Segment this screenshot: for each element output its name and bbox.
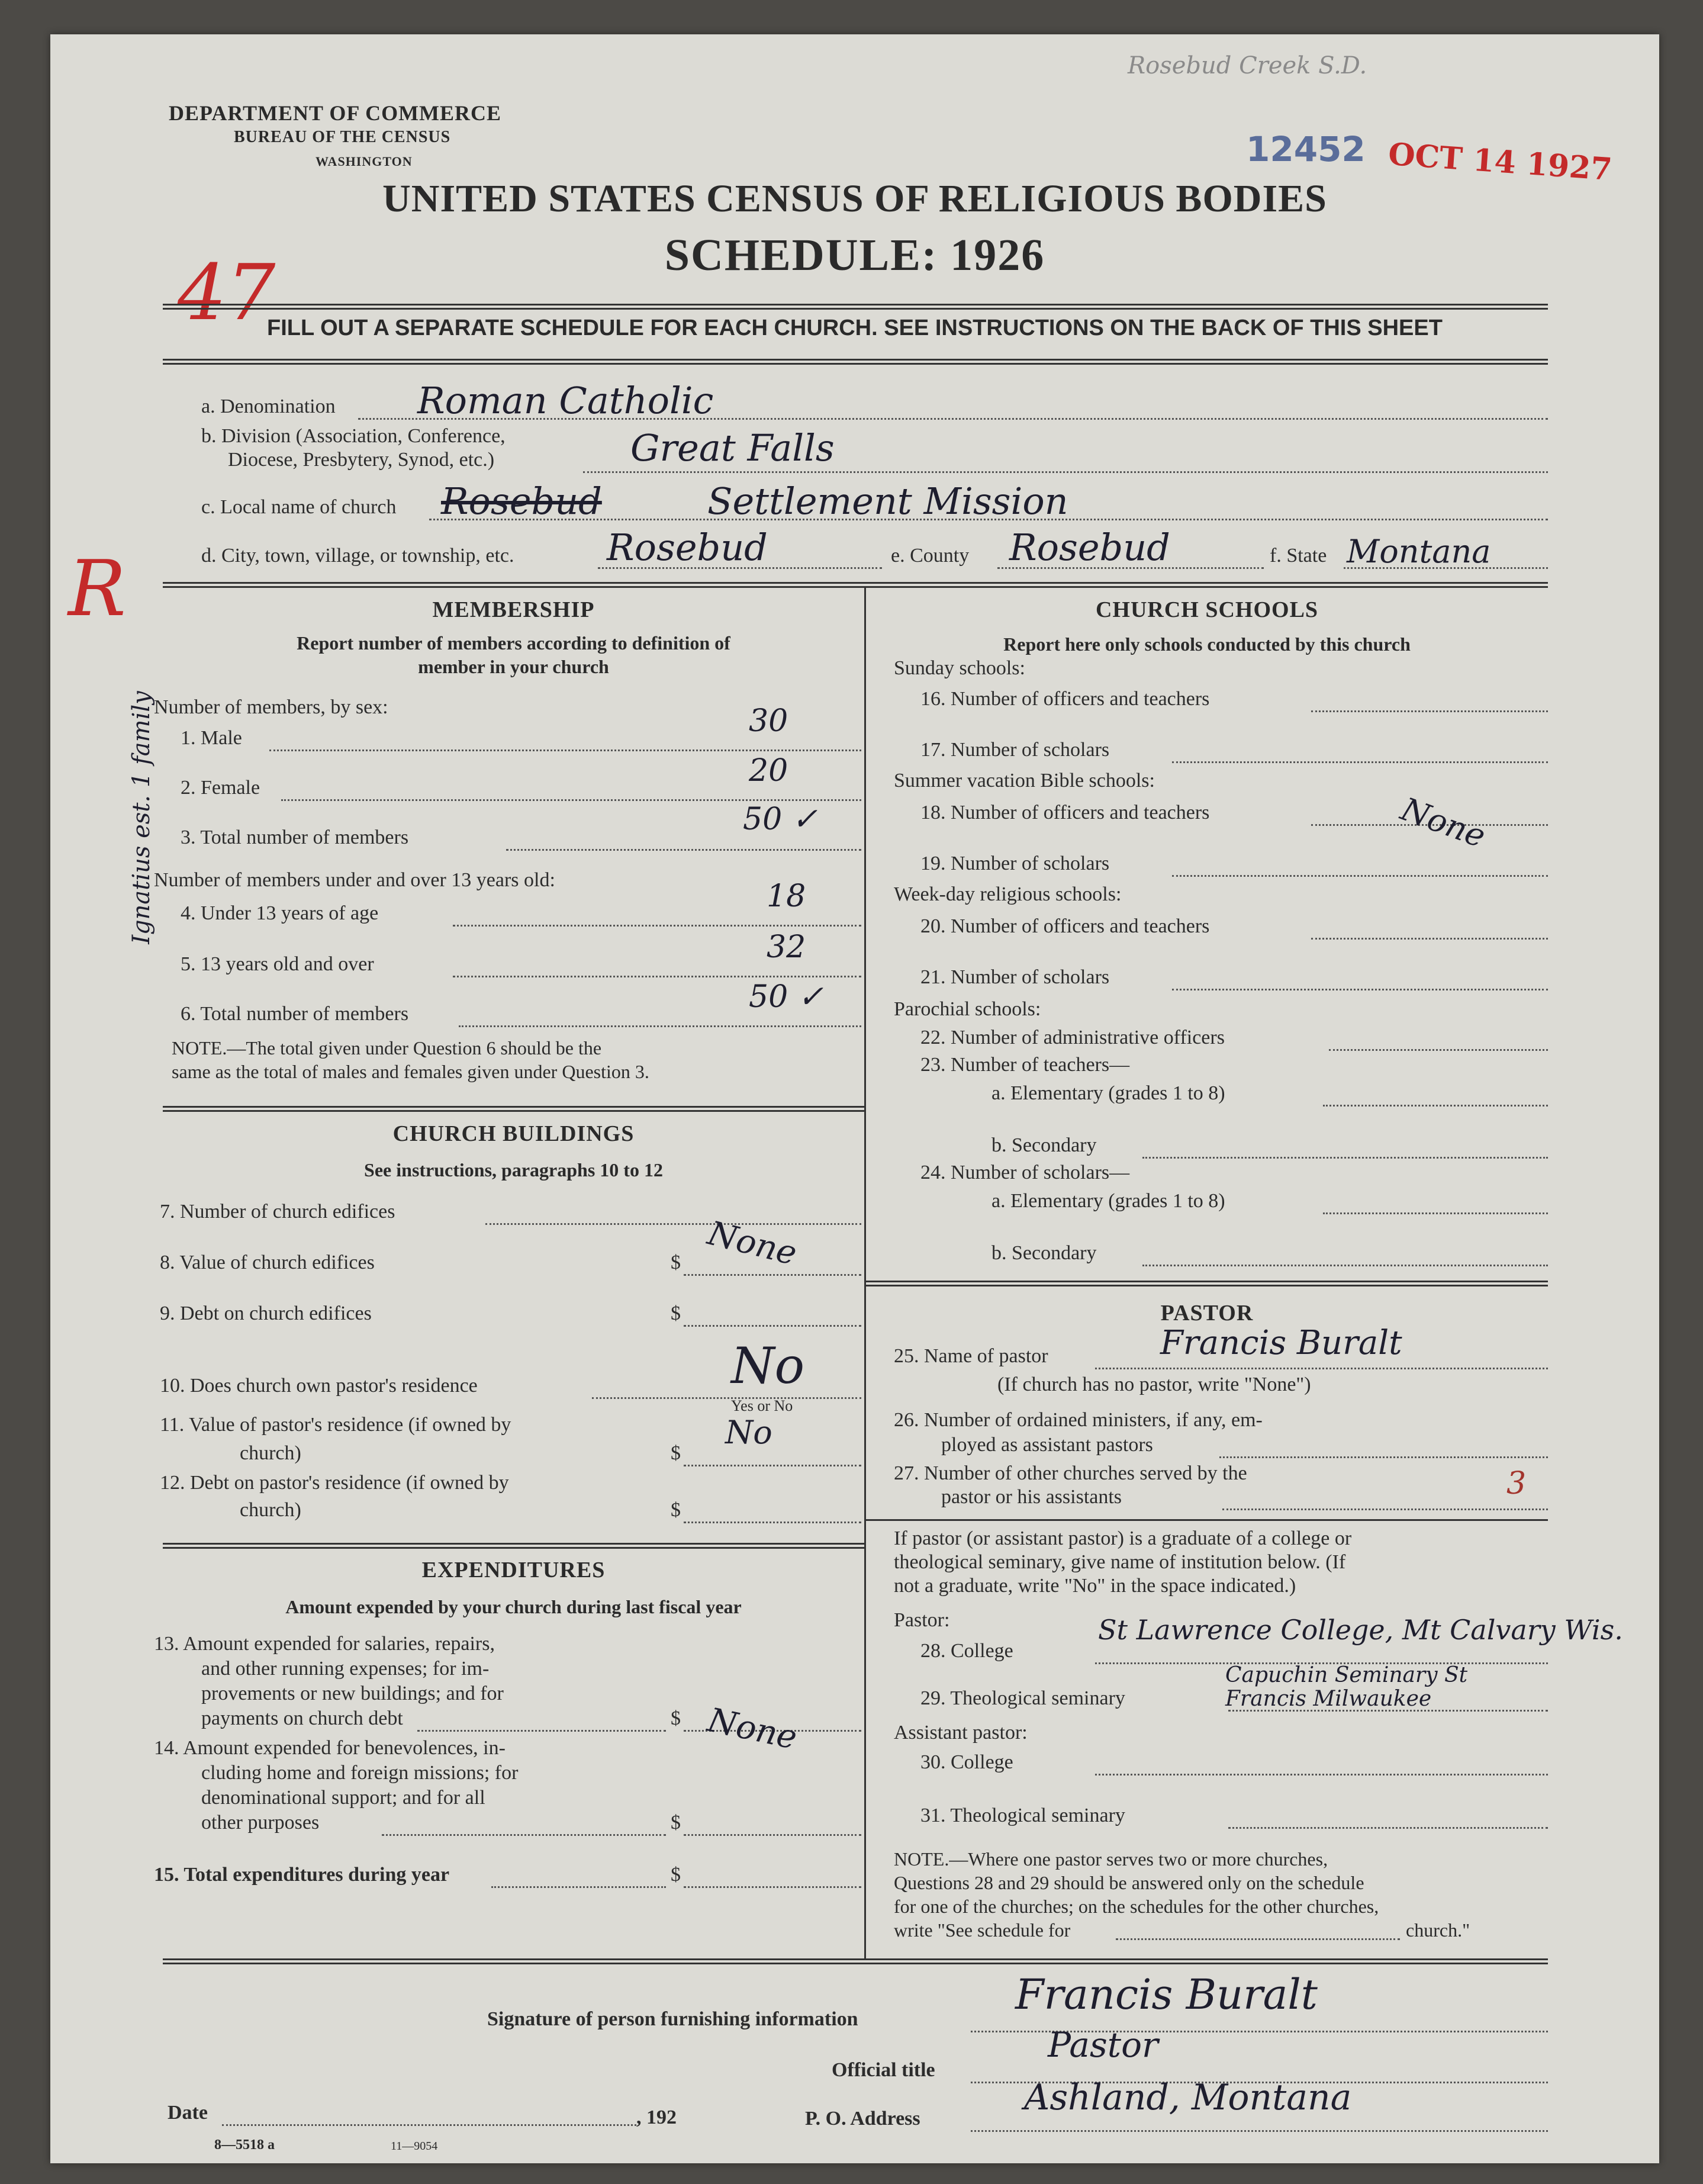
q11-label-2: church) [240, 1442, 301, 1464]
official-title-label: Official title [832, 2059, 935, 2081]
q12-label-2: church) [240, 1499, 301, 1521]
division-label-2: Diocese, Presbytery, Synod, etc.) [228, 449, 495, 471]
department-name: DEPARTMENT OF COMMERCE [169, 101, 502, 125]
schools-title: CHURCH SCHOOLS [1095, 597, 1319, 622]
q14-dollar: $ [671, 1812, 681, 1834]
form-subtitle: SCHEDULE: 1926 [664, 230, 1045, 280]
q31-label: 31. Theological seminary [920, 1805, 1125, 1826]
q14-line-3: denominational support; and for all [201, 1787, 485, 1809]
q24-label: 24. Number of scholars— [920, 1162, 1130, 1183]
city-value[interactable]: Rosebud [607, 526, 768, 569]
q22-label: 22. Number of administrative officers [920, 1027, 1225, 1048]
q5-over13-value[interactable]: 32 [767, 929, 806, 965]
q12-label-1: 12. Debt on pastor's residence (if owned by [160, 1472, 509, 1494]
q25-label: 25. Name of pastor [894, 1345, 1048, 1367]
q13-line-3: provements or new buildings; and for [201, 1683, 504, 1704]
pastor-title: PASTOR [1160, 1301, 1254, 1326]
denomination-value[interactable]: Roman Catholic [417, 379, 714, 422]
q6-total-label: 6. Total number of members [181, 1003, 409, 1025]
schools-sub: Report here only schools conducted by this church [1003, 633, 1411, 655]
q3-total-label: 3. Total number of members [181, 826, 409, 848]
q3-total-value[interactable]: 50 ✓ [743, 802, 818, 837]
form-title: UNITED STATES CENSUS OF RELIGIOUS BODIES [382, 177, 1327, 220]
buildings-title: CHURCH BUILDINGS [392, 1121, 635, 1146]
q15-label: 15. Total expenditures during year [154, 1864, 450, 1886]
margin-note: Ignatius est. 1 family [127, 691, 155, 944]
local-name-struck: Rosebud [441, 480, 602, 523]
q24a-label: a. Elementary (grades 1 to 8) [991, 1190, 1225, 1212]
bureau-city: WASHINGTON [316, 154, 413, 169]
q26-label-1: 26. Number of ordained ministers, if any, em- [894, 1409, 1263, 1431]
grad-instr-3: not a graduate, write "No" in the space indicated.) [894, 1575, 1296, 1597]
q17-label: 17. Number of scholars [920, 739, 1110, 761]
q12-dollar: $ [671, 1499, 681, 1521]
signature-label: Signature of person furnishing information [487, 2008, 858, 2030]
denomination-label: a. Denomination [201, 395, 336, 417]
received-date-stamp: OCT 14 1927 [1387, 136, 1614, 188]
q20-label: 20. Number of officers and teachers [920, 915, 1210, 937]
q14-line-4: other purposes [201, 1812, 320, 1834]
q5-over13-label: 5. 13 years old and over [181, 953, 374, 975]
city-label: d. City, town, village, or township, etc. [201, 545, 514, 567]
q1-male-value[interactable]: 30 [749, 703, 788, 739]
q9-label: 9. Debt on church edifices [160, 1302, 372, 1324]
q9-dollar: $ [671, 1302, 681, 1324]
q14-line-1: 14. Amount expended for benevolences, in- [154, 1737, 506, 1759]
sunday-schools-label: Sunday schools: [894, 657, 1025, 679]
q29-value[interactable]: Capuchin Seminary St Francis Milwaukee [1225, 1663, 1468, 1711]
division-label-1: b. Division (Association, Conference, [201, 425, 506, 447]
q27-value[interactable]: 3 [1506, 1466, 1527, 1501]
q10-label: 10. Does church own pastor's residence [160, 1375, 478, 1397]
county-label: e. County [891, 545, 970, 567]
pastor-note-4: write "See schedule for [894, 1919, 1071, 1941]
membership-note-1: NOTE.—The total given under Question 6 should be the [172, 1037, 602, 1059]
q19-label: 19. Number of scholars [920, 853, 1110, 874]
q7-q8-none[interactable]: None [704, 1214, 801, 1273]
members-by-age-label: Number of members under and over 13 years old: [154, 869, 555, 891]
q23a-label: a. Elementary (grades 1 to 8) [991, 1082, 1225, 1104]
po-address-value[interactable]: Ashland, Montana [1024, 2077, 1352, 2118]
q24b-label: b. Secondary [991, 1242, 1097, 1264]
yes-no-caption: Yes or No [731, 1397, 793, 1414]
state-value[interactable]: Montana [1347, 533, 1491, 570]
q25-note: (If church has no pastor, write "None") [997, 1374, 1311, 1395]
q23b-label: b. Secondary [991, 1134, 1097, 1156]
q11-label-1: 11. Value of pastor's residence (if owned by [160, 1414, 511, 1436]
red-mark-47: 47 [178, 247, 276, 337]
pastor-note-2: Questions 28 and 29 should be answered only on the schedule [894, 1872, 1364, 1893]
assistant-pastor-label: Assistant pastor: [894, 1722, 1028, 1744]
membership-title: MEMBERSHIP [432, 597, 595, 622]
q11-value[interactable]: No [725, 1414, 772, 1451]
signature-value[interactable]: Francis Buralt [1015, 1970, 1318, 2019]
q26-label-2: ployed as assistant pastors [941, 1434, 1153, 1456]
buildings-sub: See instructions, paragraphs 10 to 12 [364, 1159, 663, 1181]
official-title-value[interactable]: Pastor [1048, 2025, 1158, 2065]
members-by-sex-label: Number of members, by sex: [154, 696, 388, 718]
q4-under13-value[interactable]: 18 [767, 879, 806, 914]
q21-label: 21. Number of scholars [920, 966, 1110, 988]
membership-note-2: same as the total of males and females given under Question 3. [172, 1061, 649, 1082]
q2-female-value[interactable]: 20 [749, 753, 788, 789]
county-value[interactable]: Rosebud [1009, 526, 1170, 569]
pastor-sub-label: Pastor: [894, 1609, 950, 1631]
instructions-banner: FILL OUT A SEPARATE SCHEDULE FOR EACH CHURCH. SEE INSTRUCTIONS ON THE BACK OF THIS SHEET [267, 316, 1443, 340]
q6-total-value[interactable]: 50 ✓ [749, 979, 824, 1015]
local-name-label: c. Local name of church [201, 496, 397, 518]
membership-sub-2: member in your church [418, 656, 609, 677]
bureau-name: BUREAU OF THE CENSUS [234, 128, 451, 146]
summer-schools-label: Summer vacation Bible schools: [894, 770, 1155, 792]
q23-label: 23. Number of teachers— [920, 1054, 1130, 1076]
q13-line-2: and other running expenses; for im- [201, 1658, 490, 1680]
membership-sub-1: Report number of members according to definition of [297, 632, 730, 654]
po-address-label: P. O. Address [805, 2108, 920, 2130]
q28-value[interactable]: St Lawrence College, Mt Calvary Wis. [1098, 1614, 1623, 1646]
q13-line-1: 13. Amount expended for salaries, repairs, [154, 1633, 495, 1655]
q10-value[interactable]: No [731, 1337, 805, 1395]
grad-instr-1: If pastor (or assistant pastor) is a graduate of a college or [894, 1527, 1352, 1549]
q18-label: 18. Number of officers and teachers [920, 802, 1210, 824]
division-value[interactable]: Great Falls [630, 426, 835, 469]
expenditures-sub: Amount expended by your church during last fiscal year [285, 1596, 742, 1617]
q27-label-1: 27. Number of other churches served by the [894, 1462, 1247, 1484]
form-number: 8—5518 a [214, 2137, 275, 2153]
q30-label: 30. College [920, 1751, 1013, 1773]
q25-value[interactable]: Francis Buralt [1160, 1324, 1402, 1362]
q18-q24-none[interactable]: None [1396, 790, 1490, 855]
print-number: 11—9054 [391, 2140, 438, 2153]
q13-q14-none[interactable]: None [704, 1700, 801, 1758]
parochial-schools-label: Parochial schools: [894, 998, 1041, 1020]
pastor-note-3: for one of the churches; on the schedules for the other churches, [894, 1896, 1379, 1917]
q4-under13-label: 4. Under 13 years of age [181, 902, 379, 924]
weekday-schools-label: Week-day religious schools: [894, 883, 1122, 905]
grad-instr-2: theological seminary, give name of institution below. (If [894, 1551, 1346, 1573]
q16-label: 16. Number of officers and teachers [920, 688, 1210, 710]
q13-dollar: $ [671, 1707, 681, 1729]
local-name-value[interactable]: Settlement Mission [707, 480, 1068, 523]
state-label: f. State [1270, 545, 1327, 567]
date-label: Date [168, 2102, 208, 2124]
pastor-note-1: NOTE.—Where one pastor serves two or more churches, [894, 1848, 1328, 1870]
q15-dollar: $ [671, 1864, 681, 1886]
q8-dollar: $ [671, 1252, 681, 1273]
expenditures-title: EXPENDITURES [421, 1558, 606, 1582]
q27-label-2: pastor or his assistants [941, 1486, 1122, 1508]
pencil-note: Rosebud Creek S.D. [1128, 52, 1367, 79]
q29-label: 29. Theological seminary [920, 1687, 1125, 1709]
census-schedule-sheet [50, 34, 1659, 2163]
q13-line-4: payments on church debt [201, 1707, 403, 1729]
q14-line-2: cluding home and foreign missions; for [201, 1762, 519, 1784]
date-year: , 192 [636, 2106, 677, 2128]
q11-dollar: $ [671, 1442, 681, 1464]
q1-male-label: 1. Male [181, 727, 242, 749]
q8-label: 8. Value of church edifices [160, 1252, 375, 1273]
q28-label: 28. College [920, 1640, 1013, 1662]
file-number-stamp: 12452 [1246, 129, 1366, 169]
red-mark-r: R [68, 543, 126, 633]
q7-label: 7. Number of church edifices [160, 1201, 395, 1223]
pastor-note-4b: church." [1406, 1919, 1470, 1941]
q2-female-label: 2. Female [181, 777, 260, 799]
